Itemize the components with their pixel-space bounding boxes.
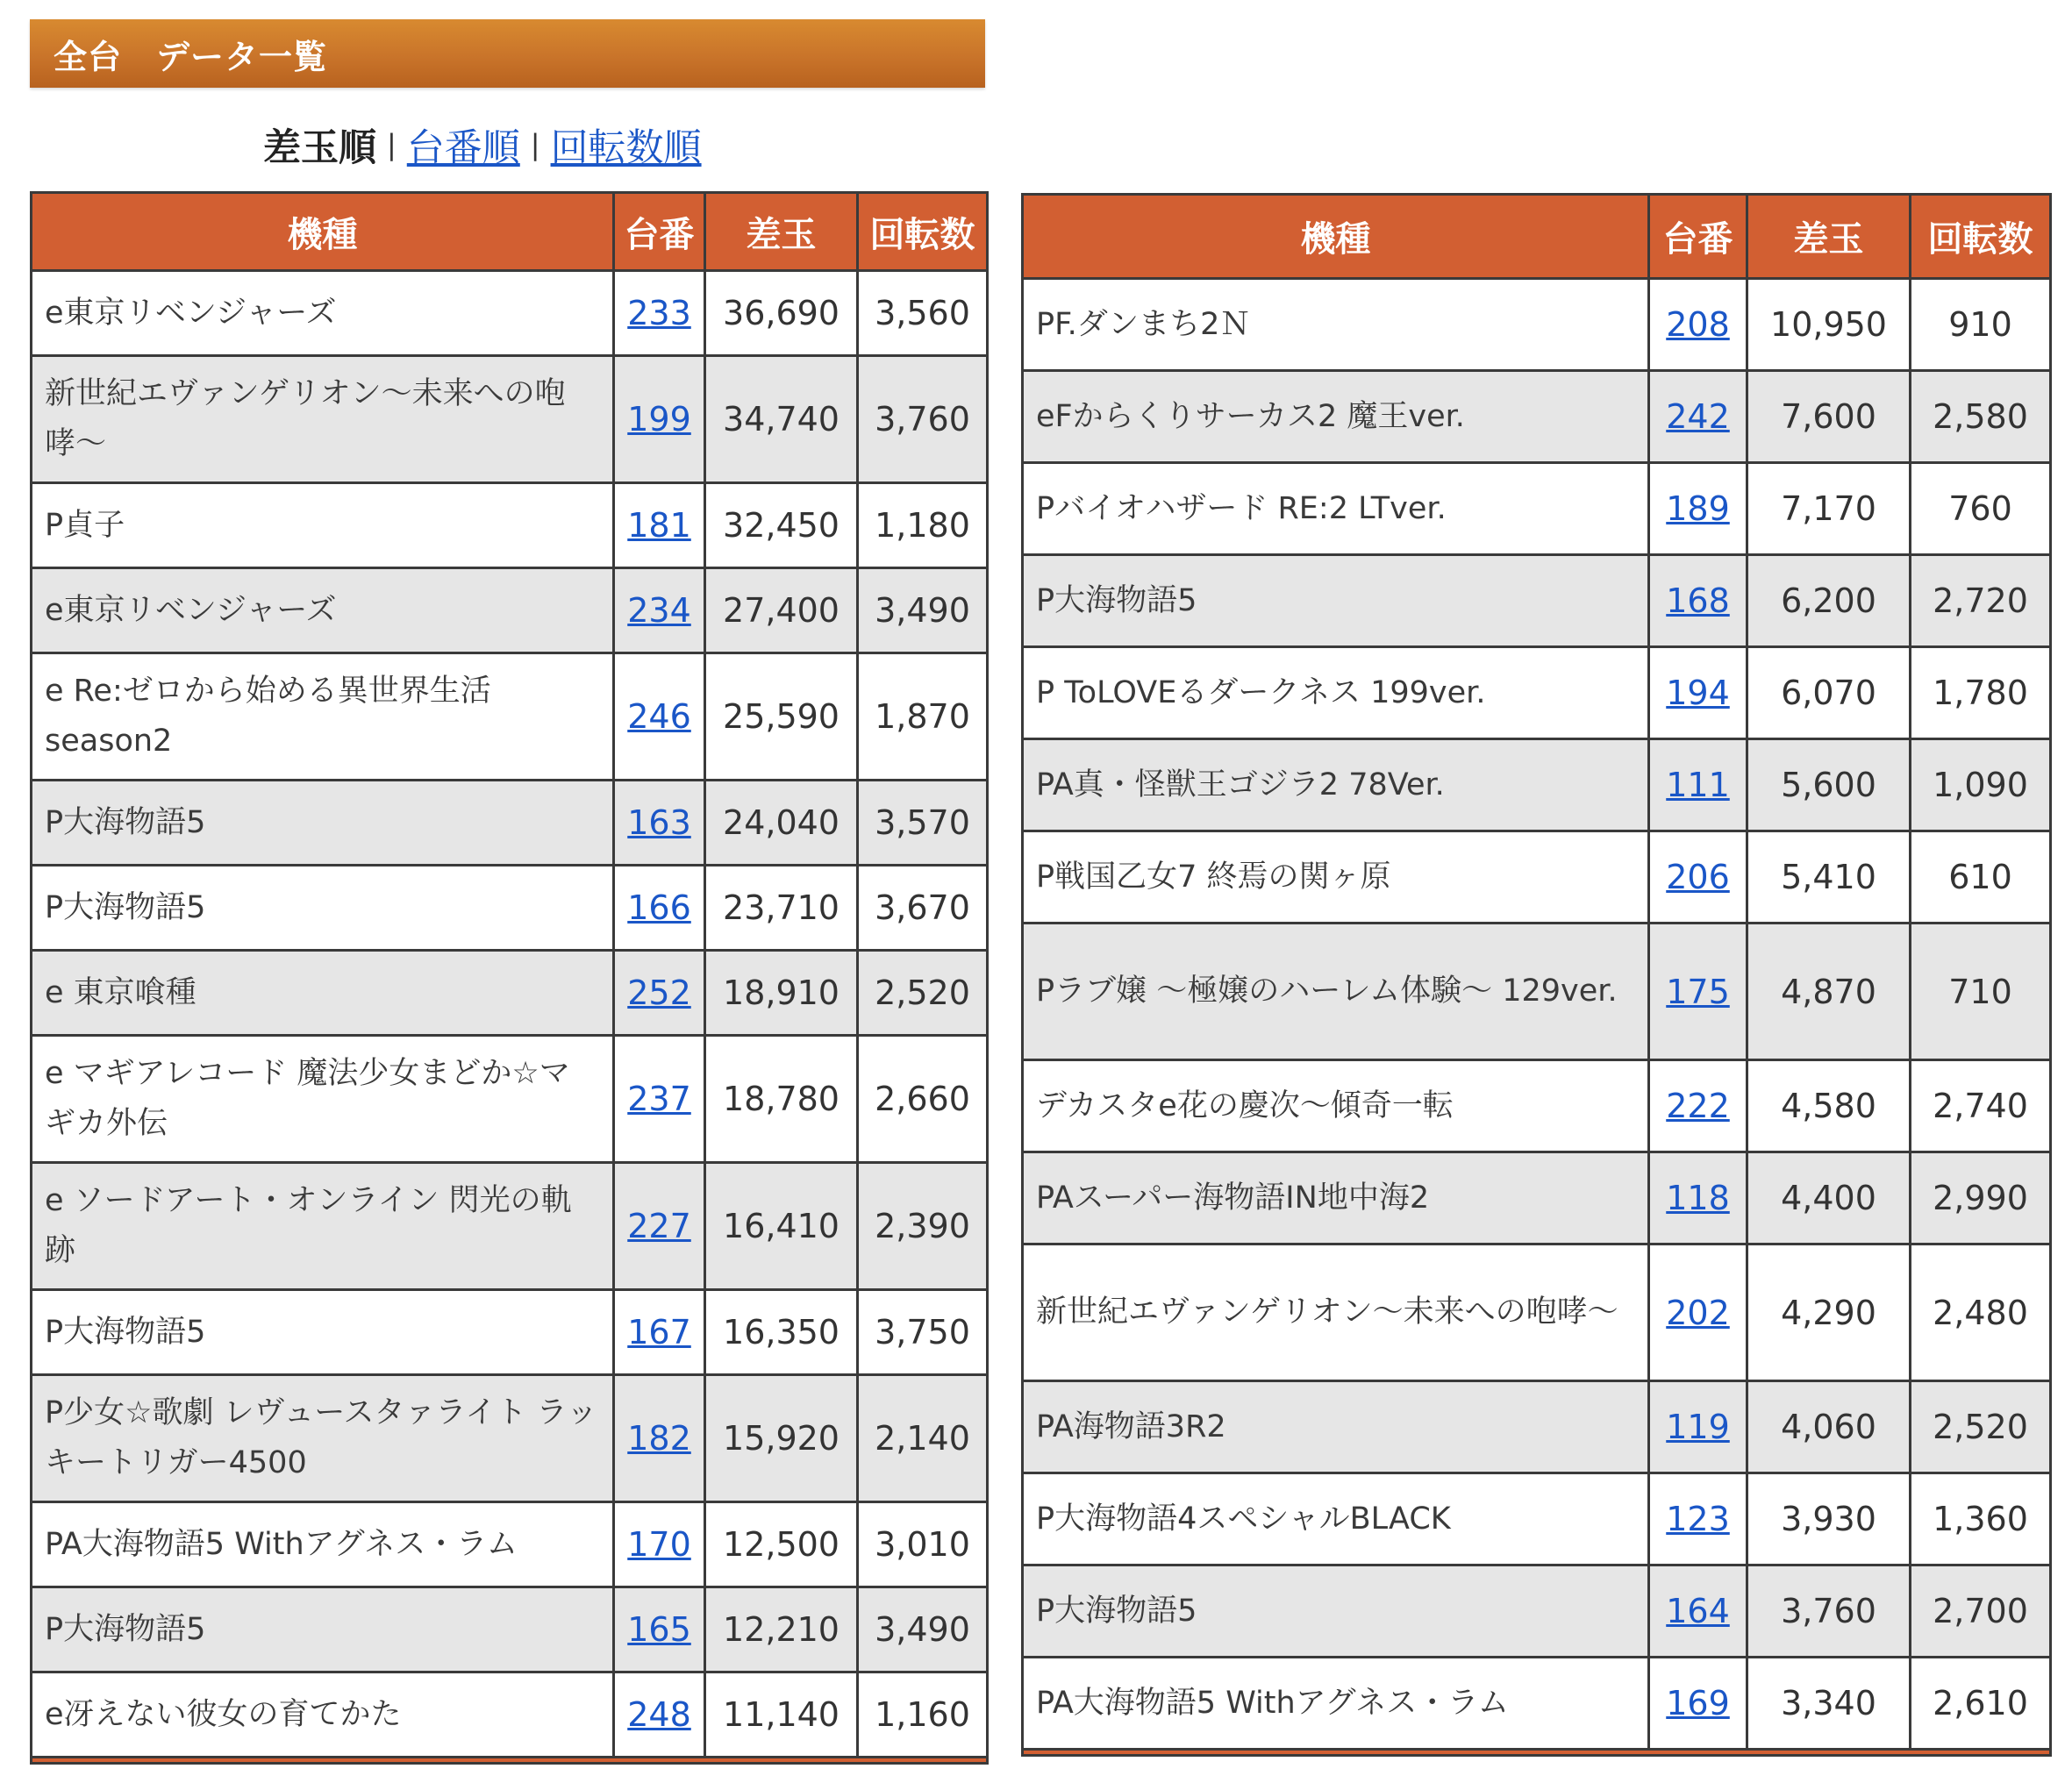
spins-cell: 1,360 xyxy=(1911,1473,2051,1565)
spins-cell: 2,990 xyxy=(1911,1152,2051,1244)
machine-name-cell: PAスーパー海物語IN地中海2 xyxy=(1023,1152,1649,1244)
table-footer-bar xyxy=(1023,1750,2051,1756)
sadama-cell: 36,690 xyxy=(705,271,858,356)
sadama-cell: 12,500 xyxy=(705,1502,858,1587)
machine-number-cell xyxy=(614,866,705,951)
spins-cell: 3,760 xyxy=(858,356,988,483)
spins-cell: 2,480 xyxy=(1911,1244,2051,1381)
machine-name-cell: eFからくりサーカス2 魔王ver. xyxy=(1023,371,1649,463)
table-row xyxy=(1023,1565,2051,1658)
machine-name-cell: e マギアレコード 魔法少女まどか☆マギカ外伝 xyxy=(32,1036,614,1163)
machine-name-cell: P貞子 xyxy=(32,483,614,568)
sadama-cell: 12,210 xyxy=(705,1587,858,1672)
table-row xyxy=(1023,739,2051,831)
table-row xyxy=(32,568,988,653)
table-row xyxy=(1023,924,2051,1060)
machine-name-cell: e東京リベンジャーズ xyxy=(32,568,614,653)
machine-number-cell xyxy=(1649,463,1747,555)
sadama-cell: 10,950 xyxy=(1747,279,1911,371)
table-row xyxy=(1023,1658,2051,1750)
spins-cell: 1,160 xyxy=(858,1672,988,1758)
column-header-machine: 機種 xyxy=(1023,195,1649,279)
table-row xyxy=(1023,1060,2051,1152)
machine-name-cell: PF.ダンまち2Ｎ xyxy=(1023,279,1649,371)
sadama-cell: 32,450 xyxy=(705,483,858,568)
machine-number-cell xyxy=(1649,555,1747,647)
machine-number-cell xyxy=(1649,1152,1747,1244)
table-row xyxy=(1023,555,2051,647)
machine-name-cell: PA大海物語5 Withアグネス・ラム xyxy=(1023,1658,1649,1750)
sadama-cell: 3,760 xyxy=(1747,1565,1911,1658)
sort-by-spins-link[interactable]: 回転数順 xyxy=(550,125,702,170)
machine-number-link[interactable]: 252 xyxy=(627,973,691,1012)
machine-name-cell: P大海物語5 xyxy=(32,1290,614,1375)
column-header-machine: 機種 xyxy=(32,193,614,271)
machine-number-link[interactable]: 222 xyxy=(1666,1087,1730,1125)
spins-cell: 2,660 xyxy=(858,1036,988,1163)
sort-by-sadama-current: 差玉順 xyxy=(263,125,376,170)
machine-number-link[interactable]: 165 xyxy=(627,1610,691,1649)
spins-cell: 910 xyxy=(1911,279,2051,371)
spins-cell: 2,610 xyxy=(1911,1658,2051,1750)
machine-number-link[interactable]: 227 xyxy=(627,1207,691,1245)
machine-number-link[interactable]: 170 xyxy=(627,1525,691,1564)
machine-number-link[interactable]: 202 xyxy=(1666,1293,1730,1332)
column-header-number: 台番 xyxy=(614,193,705,271)
section-header xyxy=(30,19,985,88)
table-row xyxy=(32,866,988,951)
machine-number-cell xyxy=(614,1375,705,1502)
machine-name-cell: P大海物語5 xyxy=(1023,555,1649,647)
column-header-number: 台番 xyxy=(1649,195,1747,279)
machine-number-link[interactable]: 194 xyxy=(1666,674,1730,712)
sadama-cell: 4,400 xyxy=(1747,1152,1911,1244)
machine-number-link[interactable]: 175 xyxy=(1666,972,1730,1011)
spins-cell: 2,140 xyxy=(858,1375,988,1502)
machine-number-link[interactable]: 182 xyxy=(627,1419,691,1458)
sadama-cell: 3,930 xyxy=(1747,1473,1911,1565)
spins-cell: 3,670 xyxy=(858,866,988,951)
table-row xyxy=(1023,1473,2051,1565)
machine-number-cell xyxy=(1649,1060,1747,1152)
table-row xyxy=(32,1587,988,1672)
table-row xyxy=(32,271,988,356)
machine-number-link[interactable]: 111 xyxy=(1666,766,1730,804)
sadama-cell: 5,410 xyxy=(1747,831,1911,924)
sadama-cell: 24,040 xyxy=(705,781,858,866)
machine-number-cell xyxy=(1649,1565,1747,1658)
machine-name-cell: Pバイオハザード RE:2 LTver. xyxy=(1023,463,1649,555)
table-row xyxy=(1023,463,2051,555)
machine-name-cell: 新世紀エヴァンゲリオン〜未来への咆哮〜 xyxy=(32,356,614,483)
sadama-cell: 27,400 xyxy=(705,568,858,653)
machine-number-cell xyxy=(1649,1244,1747,1381)
machine-number-link[interactable]: 166 xyxy=(627,888,691,927)
sadama-cell: 25,590 xyxy=(705,653,858,781)
machine-name-cell: e東京リベンジャーズ xyxy=(32,271,614,356)
machine-number-cell xyxy=(1649,1381,1747,1473)
sadama-cell: 5,600 xyxy=(1747,739,1911,831)
table-header-row xyxy=(32,193,988,271)
machine-number-cell xyxy=(1649,924,1747,1060)
machine-name-cell: P大海物語5 xyxy=(32,781,614,866)
machine-number-link[interactable]: 169 xyxy=(1666,1684,1730,1722)
machine-number-link[interactable]: 248 xyxy=(627,1695,691,1734)
machine-number-cell xyxy=(614,483,705,568)
machine-number-cell xyxy=(614,781,705,866)
machine-number-link[interactable]: 208 xyxy=(1666,305,1730,344)
table-row xyxy=(32,781,988,866)
sort-nav xyxy=(263,114,702,175)
spins-cell: 2,740 xyxy=(1911,1060,2051,1152)
machine-number-cell xyxy=(614,356,705,483)
sadama-cell: 18,910 xyxy=(705,951,858,1036)
sadama-cell: 4,870 xyxy=(1747,924,1911,1060)
sadama-cell: 7,170 xyxy=(1747,463,1911,555)
machine-number-cell xyxy=(614,951,705,1036)
machine-name-cell: P大海物語5 xyxy=(1023,1565,1649,1658)
machine-number-link[interactable]: 199 xyxy=(627,400,691,439)
sadama-cell: 3,340 xyxy=(1747,1658,1911,1750)
spins-cell: 3,560 xyxy=(858,271,988,356)
machine-number-link[interactable]: 168 xyxy=(1666,581,1730,620)
machine-number-cell xyxy=(614,1502,705,1587)
sadama-cell: 23,710 xyxy=(705,866,858,951)
sadama-cell: 11,140 xyxy=(705,1672,858,1758)
spins-cell: 1,870 xyxy=(858,653,988,781)
table-row xyxy=(32,1036,988,1163)
table-row xyxy=(1023,647,2051,739)
machine-number-link[interactable]: 123 xyxy=(1666,1500,1730,1538)
machine-number-cell xyxy=(1649,1658,1747,1750)
table-row xyxy=(32,653,988,781)
machine-number-link[interactable]: 164 xyxy=(1666,1592,1730,1630)
machine-name-cell: e冴えない彼女の育てかた xyxy=(32,1672,614,1758)
table-row xyxy=(32,951,988,1036)
machine-name-cell: e ソードアート・オンライン 閃光の軌跡 xyxy=(32,1163,614,1290)
sadama-cell: 16,410 xyxy=(705,1163,858,1290)
table-row xyxy=(1023,1381,2051,1473)
spins-cell: 760 xyxy=(1911,463,2051,555)
machine-name-cell: P ToLOVEるダークネス 199ver. xyxy=(1023,647,1649,739)
machine-name-cell: P大海物語5 xyxy=(32,1587,614,1672)
machine-number-cell xyxy=(614,1163,705,1290)
sadama-cell: 6,200 xyxy=(1747,555,1911,647)
spins-cell: 2,520 xyxy=(858,951,988,1036)
machine-name-cell: Pラブ嬢 〜極嬢のハーレム体験〜 129ver. xyxy=(1023,924,1649,1060)
table-row xyxy=(1023,1152,2051,1244)
data-table-left xyxy=(30,191,989,1765)
machine-number-link[interactable]: 181 xyxy=(627,506,691,545)
machine-number-cell xyxy=(1649,831,1747,924)
machine-number-cell xyxy=(614,1036,705,1163)
machine-name-cell: PA海物語3R2 xyxy=(1023,1381,1649,1473)
sadama-cell: 7,600 xyxy=(1747,371,1911,463)
machine-number-link[interactable]: 167 xyxy=(627,1313,691,1351)
sort-separator: | xyxy=(387,128,397,161)
machine-number-cell xyxy=(614,271,705,356)
spins-cell: 1,780 xyxy=(1911,647,2051,739)
spins-cell: 3,490 xyxy=(858,1587,988,1672)
machine-number-link[interactable]: 189 xyxy=(1666,489,1730,528)
spins-cell: 3,750 xyxy=(858,1290,988,1375)
spins-cell: 610 xyxy=(1911,831,2051,924)
spins-cell: 2,580 xyxy=(1911,371,2051,463)
spins-cell: 3,490 xyxy=(858,568,988,653)
section-title: 全台 データ一覧 xyxy=(54,37,328,76)
machine-number-link[interactable]: 119 xyxy=(1666,1408,1730,1446)
table-body-left xyxy=(32,271,988,1758)
machine-name-cell: PA大海物語5 Withアグネス・ラム xyxy=(32,1502,614,1587)
machine-number-cell xyxy=(614,1672,705,1758)
table-row xyxy=(1023,831,2051,924)
sadama-cell: 18,780 xyxy=(705,1036,858,1163)
data-table-right xyxy=(1021,193,2052,1757)
machine-name-cell: P戦国乙女7 終焉の関ヶ原 xyxy=(1023,831,1649,924)
table-row xyxy=(32,1163,988,1290)
machine-number-link[interactable]: 163 xyxy=(627,803,691,842)
table-footer-bar xyxy=(32,1758,988,1764)
machine-number-cell xyxy=(614,653,705,781)
machine-name-cell: P大海物語5 xyxy=(32,866,614,951)
machine-name-cell: e Re:ゼロから始める異世界生活 season2 xyxy=(32,653,614,781)
spins-cell: 2,720 xyxy=(1911,555,2051,647)
column-header-sadama: 差玉 xyxy=(1747,195,1911,279)
sadama-cell: 15,920 xyxy=(705,1375,858,1502)
table-header-row xyxy=(1023,195,2051,279)
spins-cell: 1,180 xyxy=(858,483,988,568)
spins-cell: 2,520 xyxy=(1911,1381,2051,1473)
table-row xyxy=(32,1290,988,1375)
column-header-spins: 回転数 xyxy=(858,193,988,271)
table-row xyxy=(32,1502,988,1587)
spins-cell: 3,570 xyxy=(858,781,988,866)
machine-number-cell xyxy=(1649,647,1747,739)
sadama-cell: 16,350 xyxy=(705,1290,858,1375)
column-header-sadama: 差玉 xyxy=(705,193,858,271)
machine-number-link[interactable]: 246 xyxy=(627,697,691,736)
machine-name-cell: e 東京喰種 xyxy=(32,951,614,1036)
machine-number-link[interactable]: 242 xyxy=(1666,397,1730,436)
table-row xyxy=(32,483,988,568)
machine-name-cell: P少女☆歌劇 レヴュースタァライト ラッキートリガー4500 xyxy=(32,1375,614,1502)
table-row xyxy=(32,1672,988,1758)
machine-number-cell xyxy=(1649,739,1747,831)
sadama-cell: 4,580 xyxy=(1747,1060,1911,1152)
column-header-spins: 回転数 xyxy=(1911,195,2051,279)
spins-cell: 710 xyxy=(1911,924,2051,1060)
machine-number-cell xyxy=(1649,371,1747,463)
machine-name-cell: 新世紀エヴァンゲリオン〜未来への咆哮〜 xyxy=(1023,1244,1649,1381)
sadama-cell: 4,060 xyxy=(1747,1381,1911,1473)
machine-number-cell xyxy=(614,1290,705,1375)
sort-by-machine-number-link[interactable]: 台番順 xyxy=(406,125,520,170)
machine-number-cell xyxy=(614,1587,705,1672)
machine-number-cell xyxy=(1649,1473,1747,1565)
machine-number-cell xyxy=(1649,279,1747,371)
machine-number-link[interactable]: 118 xyxy=(1666,1179,1730,1217)
machine-number-link[interactable]: 237 xyxy=(627,1080,691,1118)
machine-name-cell: PA真・怪獣王ゴジラ2 78Ver. xyxy=(1023,739,1649,831)
table-body-right xyxy=(1023,279,2051,1750)
machine-name-cell: デカスタe花の慶次〜傾奇一転 xyxy=(1023,1060,1649,1152)
machine-number-link[interactable]: 233 xyxy=(627,294,691,332)
table-row xyxy=(32,356,988,483)
machine-number-cell xyxy=(614,568,705,653)
machine-number-link[interactable]: 206 xyxy=(1666,858,1730,896)
spins-cell: 1,090 xyxy=(1911,739,2051,831)
sadama-cell: 6,070 xyxy=(1747,647,1911,739)
table-row xyxy=(1023,279,2051,371)
spins-cell: 2,700 xyxy=(1911,1565,2051,1658)
sadama-cell: 4,290 xyxy=(1747,1244,1911,1381)
sort-separator: | xyxy=(530,128,540,161)
table-row xyxy=(1023,371,2051,463)
sadama-cell: 34,740 xyxy=(705,356,858,483)
table-row xyxy=(1023,1244,2051,1381)
machine-name-cell: P大海物語4スペシャルBLACK xyxy=(1023,1473,1649,1565)
spins-cell: 2,390 xyxy=(858,1163,988,1290)
spins-cell: 3,010 xyxy=(858,1502,988,1587)
table-row xyxy=(32,1375,988,1502)
machine-number-link[interactable]: 234 xyxy=(627,591,691,630)
